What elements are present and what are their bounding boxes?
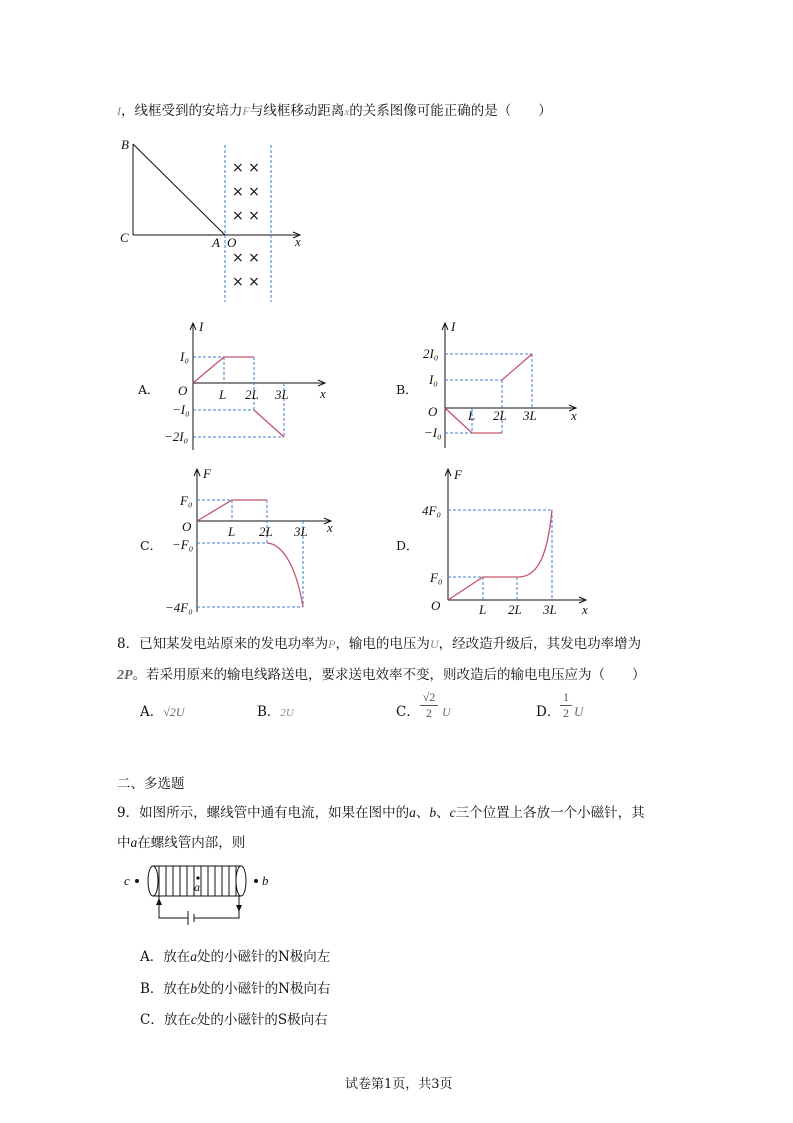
tick-label: F₀ (180, 493, 193, 508)
option-a-label: A． (138, 382, 160, 397)
page-footer: 试卷第1页，共3页 (345, 1077, 453, 1092)
q8-option-d-fraction: 1 2 (560, 690, 572, 721)
var-i: I (117, 104, 121, 118)
origin-label: O (431, 598, 441, 613)
axis-label-x: x (582, 602, 588, 617)
tick-label: I₀ (429, 372, 438, 387)
label-a: A (212, 235, 220, 250)
origin-label: O (182, 519, 192, 534)
section-title: 二、多选题 (117, 776, 185, 792)
q9-option-b[interactable]: B．放在b处的小磁针的N极向右 (140, 981, 331, 997)
tick-label: −F₀ (172, 537, 194, 552)
point-c-label: c (124, 873, 130, 888)
option-b-label: B． (396, 382, 418, 397)
option-c-label: C． (140, 538, 163, 553)
tick-label: 2L (245, 387, 259, 402)
label-o: O (227, 235, 237, 250)
option-d-label: D． (396, 538, 419, 553)
tick-label: −I₀ (172, 402, 190, 417)
tick-label: L (468, 408, 476, 423)
axis-label-y: F (454, 467, 462, 482)
origin-label: O (178, 383, 188, 398)
label-x: x (295, 234, 301, 249)
tick-label: L (219, 387, 227, 402)
tick-label: −4F₀ (165, 600, 193, 615)
field-cross-row: × × (232, 184, 260, 200)
axis-label-y: I (199, 319, 204, 334)
q8-option-c[interactable]: C． (396, 704, 420, 720)
q8-option-d[interactable]: D． (536, 704, 561, 720)
tick-label: 3L (523, 408, 537, 423)
tick-label: F₀ (430, 570, 443, 585)
tick-label: L (228, 524, 236, 539)
q8-option-c-fraction: √2 2 (420, 690, 438, 721)
label-b: B (121, 137, 129, 152)
point-a-label: a (194, 880, 200, 894)
q8-option-a[interactable]: A．√2U (140, 704, 185, 720)
tick-label: 2L (493, 408, 507, 423)
q9-stem-line2: 中a在螺线管内部，则 (117, 835, 246, 851)
q9-option-a[interactable]: A．放在a处的小磁针的N极向左 (140, 949, 331, 965)
q8-stem-line1: 8．已知某发电站原来的发电功率为P，输电的电压为U，经改造升级后，其发电功率增为 (117, 636, 642, 652)
axis-label-y: F (203, 466, 211, 481)
q9-option-c[interactable]: C．放在c处的小磁针的S极向右 (140, 1012, 328, 1028)
point-b-label: b (262, 873, 269, 888)
tick-label: L (479, 602, 487, 617)
field-cross-row: × × (232, 250, 260, 266)
tick-label: 4F₀ (422, 503, 441, 518)
axis-label-x: x (320, 386, 326, 401)
q9-stem-line1: 9．如图所示，螺线管中通有电流，如果在图中的a、b、c三个位置上各放一个小磁针，其 (117, 805, 645, 821)
field-cross-row: × × (232, 160, 260, 176)
origin-label: O (428, 404, 438, 419)
axis-label-x: x (571, 408, 577, 423)
q8-stem-line2: 2P。若采用原来的输电线路送电，要求送电效率不变，则改造后的输电电压应为（ ） (117, 667, 646, 683)
tick-label: −2I₀ (164, 429, 189, 444)
axis-label-y: I (451, 319, 456, 334)
label-c: C (120, 230, 129, 245)
tick-label: 2L (259, 524, 273, 539)
q8-option-b[interactable]: B．2U (257, 704, 294, 720)
tick-label: 2I₀ (423, 346, 439, 361)
field-cross-row: × × (232, 208, 260, 224)
axis-label-x: x (327, 520, 333, 535)
tick-label: −I₀ (424, 425, 442, 440)
tick-label: 3L (275, 387, 289, 402)
q7-stem: I，线框受到的安培力F与线框移动距离x的关系图像可能正确的是（ ） (117, 103, 552, 119)
tick-label: I₀ (180, 349, 189, 364)
tick-label: 3L (294, 524, 308, 539)
q8-option-c-var: U (442, 705, 451, 719)
q8-option-d-var: U (574, 704, 584, 719)
field-cross-row: × × (232, 274, 260, 290)
tick-label: 2L (508, 602, 522, 617)
tick-label: 3L (543, 602, 557, 617)
